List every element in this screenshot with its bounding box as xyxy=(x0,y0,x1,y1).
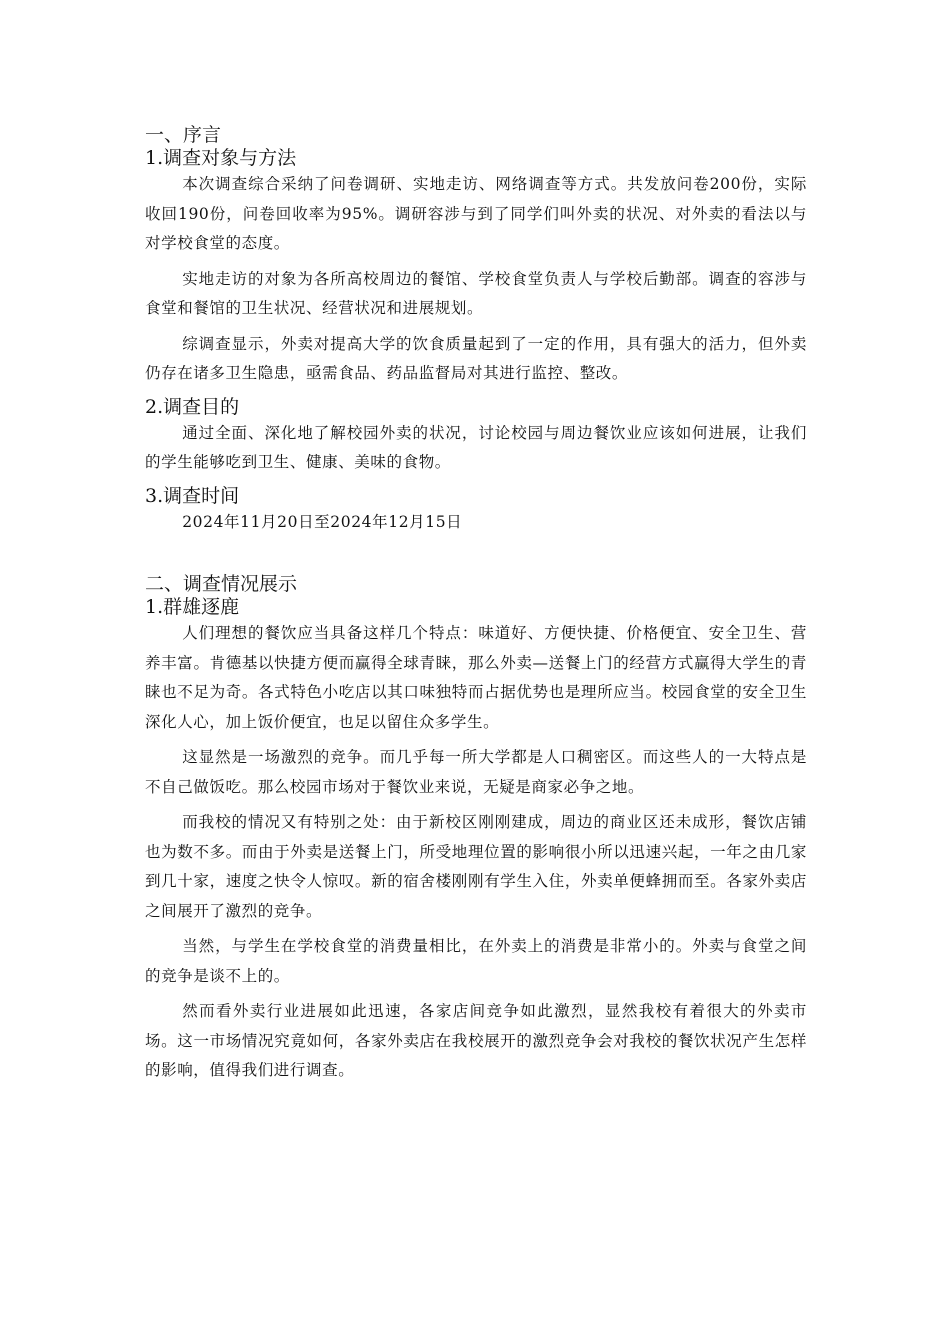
paragraph: 2024年11月20日至2024年12月15日 xyxy=(182,512,463,531)
document-page xyxy=(145,124,807,1086)
subsection-heading: 2.调查目的 xyxy=(145,395,240,418)
paragraph: 而我校的情况又有特别之处：由于新校区刚刚建成，周边的商业区还未成形，餐饮店铺也为数不多。而由于外卖是送餐上门，所受地理位置的影响很小所以迅速兴起，一年之由几家到几十家，速度之快令人惊叹。新的宿舍楼刚刚有学生入住，外卖单便蜂拥而至。各家外卖店之间展开了激烈的竞争。 xyxy=(145,813,807,920)
section-title: 一、序言 xyxy=(145,124,222,146)
paragraph: 综调查显示，外卖对提高大学的饮食质量起到了一定的作用，具有强大的活力，但外卖仍存在诸多卫生隐患，亟需食品、药品监督局对其进行监控、整改。 xyxy=(145,334,807,382)
section-title: 二、调查情况展示 xyxy=(145,573,298,595)
paragraph: 这显然是一场激烈的竞争。而几乎每一所大学都是人口稠密区。而这些人的一大特点是不自己做饭吃。那么校园市场对于餐饮业来说，无疑是商家必争之地。 xyxy=(145,748,807,796)
subsection-heading: 1.群雄逐鹿 xyxy=(145,596,240,618)
subsection-heading: 3.调查时间 xyxy=(145,484,240,507)
paragraph: 然而看外卖行业进展如此迅速，各家店间竞争如此激烈，显然我校有着很大的外卖市场。这一市场情况究竟如何，各家外卖店在我校展开的激烈竞争会对我校的餐饮状况产生怎样的影响，值得我们进行调查。 xyxy=(145,1002,807,1079)
paragraph: 本次调查综合采纳了问卷调研、实地走访、网络调查等方式。共发放问卷200份，实际收回190份，问卷回收率为95%。调研容涉与到了同学们叫外卖的状况、对外卖的看法以与对学校食堂的态度。 xyxy=(145,175,807,252)
paragraph: 实地走访的对象为各所高校周边的餐馆、学校食堂负责人与学校后勤部。调查的容涉与食堂和餐馆的卫生状况、经营状况和进展规划。 xyxy=(145,269,807,317)
paragraph: 当然，与学生在学校食堂的消费量相比，在外卖上的消费是非常小的。外卖与食堂之间的竞争是谈不上的。 xyxy=(145,937,807,985)
paragraph: 通过全面、深化地了解校园外卖的状况，讨论校园与周边餐饮业应该如何进展，让我们的学生能够吃到卫生、健康、美味的食物。 xyxy=(145,423,807,471)
paragraph: 人们理想的餐饮应当具备这样几个特点：味道好、方便快捷、价格便宜、安全卫生、营养丰富。肯德基以快捷方便而赢得全球青睐，那么外卖—送餐上门的经营方式赢得大学生的青睐也不足为奇。各式特色小吃店以其口味独特而占据优势也是理所应当。校园食堂的安全卫生深化人心，加上饭价便宜，也足以留住众多学生。 xyxy=(145,624,807,731)
subsection-heading: 1.调查对象与方法 xyxy=(145,147,297,169)
